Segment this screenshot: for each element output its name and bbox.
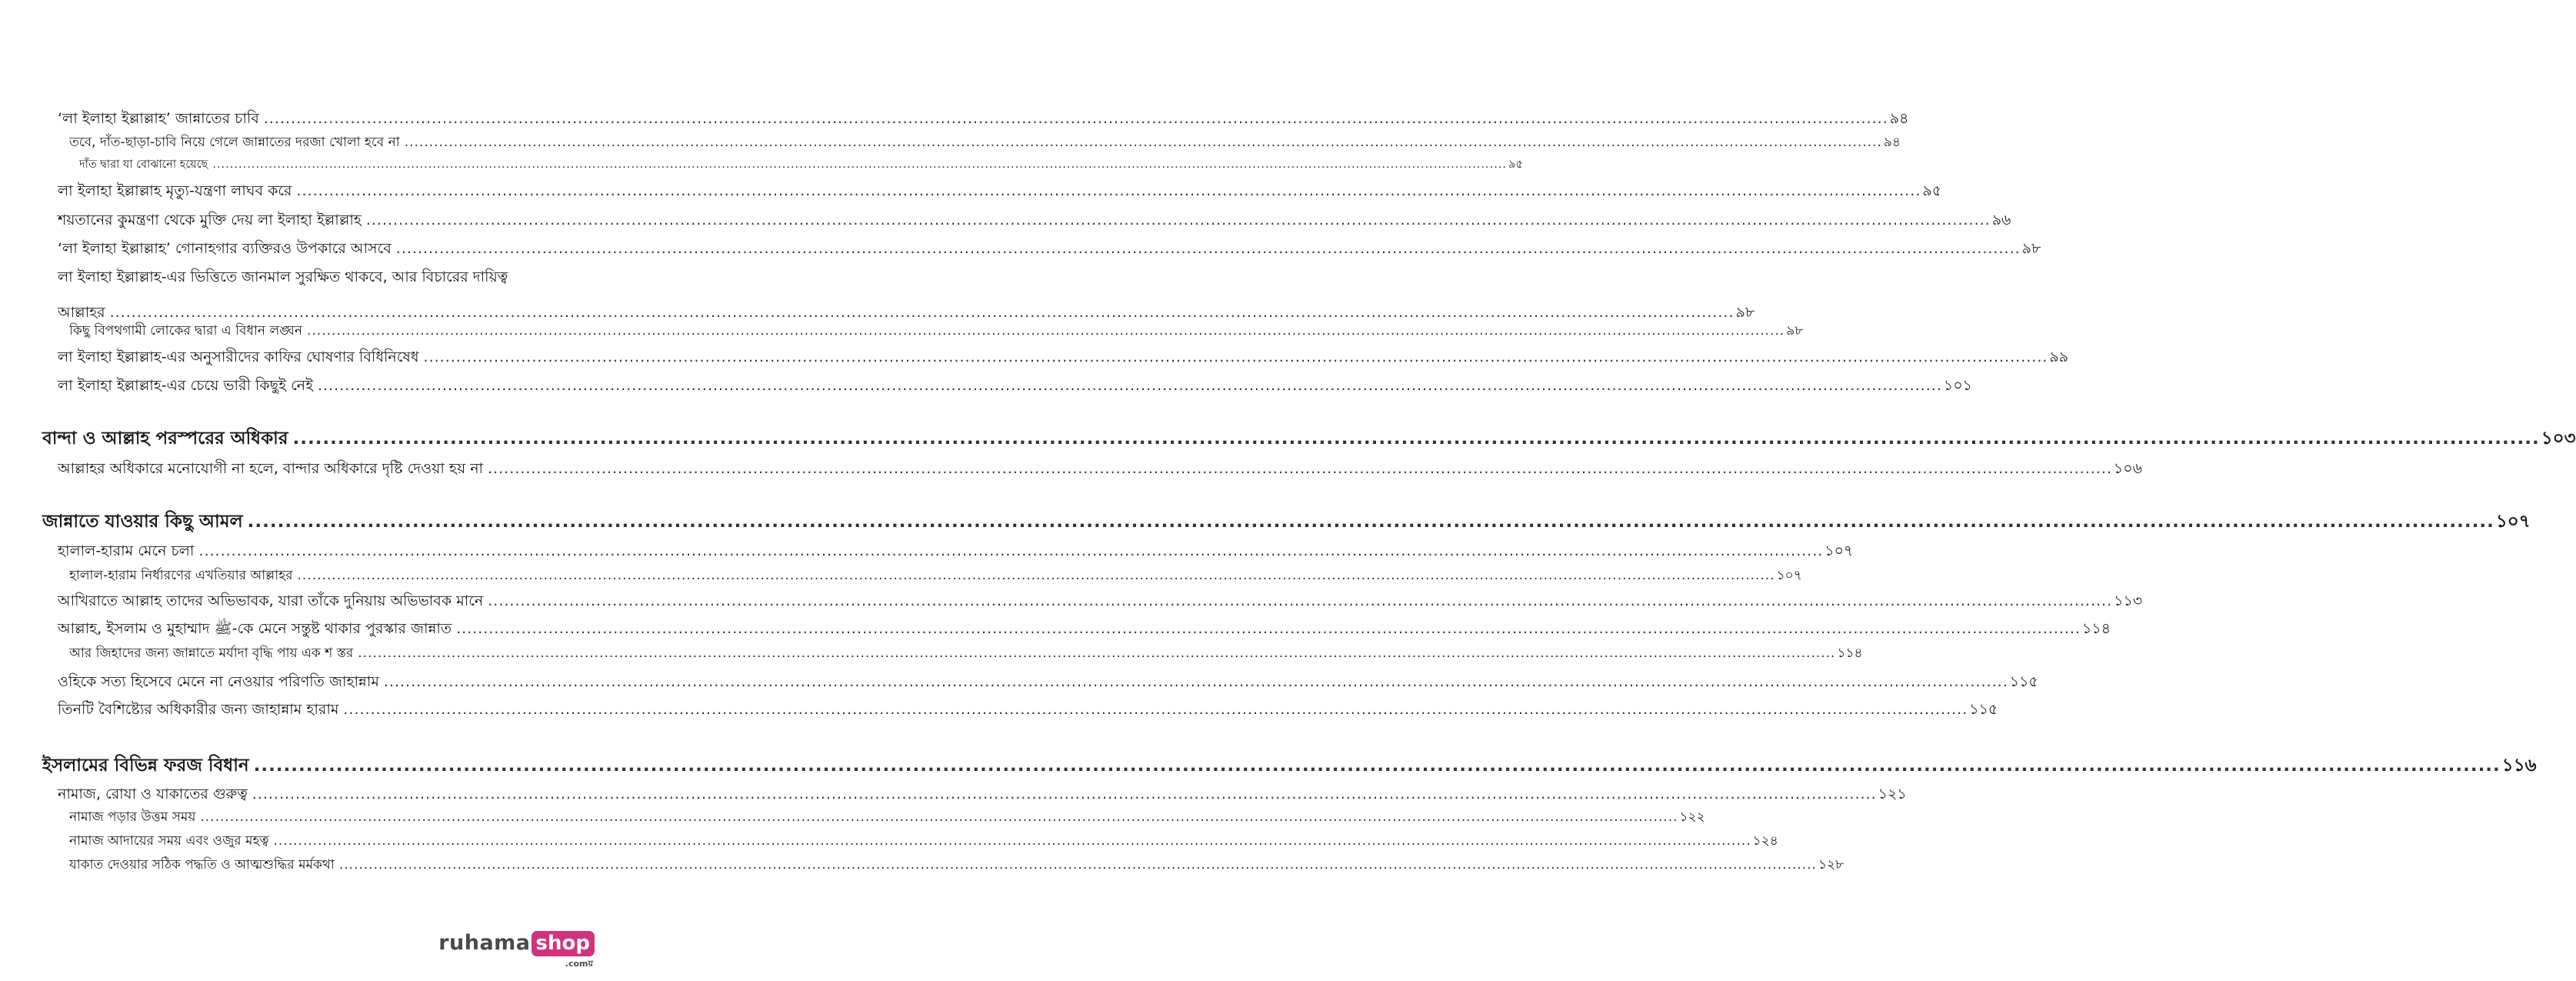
toc-entry-title: লা ইলাহা ইল্লাল্লাহ-এর অনুসারীদের কাফির ঘোষণার বিধিনিষেধ <box>58 349 419 365</box>
toc-entry-title: ওহিকে সত্য হিসেবে মেনে না নেওয়ার পরিণতি জাহান্নাম <box>58 673 379 690</box>
dot-leader: ............................................................................................................................................................................................................................................................................................................ <box>488 460 2112 477</box>
dot-leader: ............................................................................................................................................................................................................................................................................................................ <box>273 833 1751 849</box>
toc-entry <box>58 375 1972 399</box>
toc-entry <box>58 540 1854 565</box>
logo-shop-box <box>532 931 595 972</box>
dot-leader: ............................................................................................................................................................................................................................................................................................................ <box>338 857 1817 873</box>
dot-leader: ............................................................................................................................................................................................................................................................................................................ <box>488 592 2113 609</box>
dot-leader: ............................................................................................................................................................................................................................................................................................................ <box>292 429 2540 449</box>
toc-entry <box>58 783 1907 808</box>
logo-domain: .comয় <box>565 959 593 969</box>
toc-entry-title: দাঁত দ্বারা যা বোঝানো হয়েছে <box>79 158 208 171</box>
toc-entry <box>69 831 1778 853</box>
toc-entry-title: হালাল-হারাম মেনে চলা <box>58 542 195 559</box>
toc-page-number: ১১৬ <box>2501 756 2537 776</box>
dot-leader: ............................................................................................................................................................................................................................................................................................................ <box>343 701 1968 718</box>
dot-leader: ............................................................................................................................................................................................................................................................................................................ <box>318 377 1942 394</box>
toc-entry-title: আল্লাহর অধিকারে মনোযোগী না হলে, বান্দার অধিকারে দৃষ্টি দেওয়া হয় না <box>58 460 484 477</box>
toc-section-heading <box>42 424 2576 454</box>
toc-entry <box>58 618 2111 642</box>
dot-leader: ............................................................................................................................................................................................................................................................................................................ <box>200 809 1678 825</box>
toc-entry <box>58 590 2143 615</box>
toc-entry <box>69 855 1845 876</box>
toc-page-number: ৯৮ <box>1735 304 1755 321</box>
toc-entry <box>79 156 1523 175</box>
toc-page-number: ৯৯ <box>2049 349 2069 365</box>
dot-leader: ............................................................................................................................................................................................................................................................................................................ <box>365 212 1991 229</box>
toc-entry-title: যাকাত দেওয়ার সঠিক পদ্ধতি ও আত্মশুদ্ধির মর্মকথা <box>69 857 335 873</box>
dot-leader: ............................................................................................................................................................................................................................................................................................................ <box>109 304 1735 321</box>
logo-shop-badge: shop <box>532 931 595 956</box>
toc-entry-title: কিছু বিপথগামী লোকের দ্বারা এ বিধান লঙ্ঘন <box>69 323 303 339</box>
toc-entry <box>69 807 1705 829</box>
toc-entry-title: জান্নাতে যাওয়ার কিছু আমল <box>42 512 243 532</box>
logo-word: ruhama <box>438 931 531 955</box>
toc-page-number: ৯৪ <box>1883 135 1901 150</box>
toc-entry <box>58 458 2142 482</box>
toc-page-number: ৯৬ <box>1991 212 2011 229</box>
toc-page-number: ১২২ <box>1679 809 1705 825</box>
toc-page-number: ৯৫ <box>1508 158 1523 171</box>
dot-leader: ............................................................................................................................................................................................................................................................................................................ <box>307 323 1785 339</box>
toc-page-number: ১০৭ <box>1776 568 1802 583</box>
toc-page-number: ৯৫ <box>1922 182 1942 199</box>
toc-entry-title: নামাজ, রোযা ও যাকাতের গুরুত্ব <box>58 786 248 802</box>
toc-entry <box>58 266 1755 326</box>
toc-entry-title: ‘লা ইলাহা ইল্লাল্লাহ’ গোনাহগার ব্যক্তিরও উপকারে আসবে <box>58 240 392 257</box>
toc-section-heading <box>42 751 2537 781</box>
toc-page-number: ১২১ <box>1878 786 1907 802</box>
toc-entry <box>58 238 2041 262</box>
toc-entry-title: তিনটি বৈশিষ্ট্যের অধিকারীর জন্য জাহান্নাম হারাম <box>58 701 339 718</box>
toc-page-number: ১১৫ <box>1969 701 1998 718</box>
dot-leader: ............................................................................................................................................................................................................................................................................................................ <box>358 646 1836 661</box>
toc-entry-title: ‘লা ইলাহা ইল্লাল্লাহ’ জান্নাতের চাবি <box>58 110 259 127</box>
toc-page-number: ১০৬ <box>2113 460 2142 477</box>
dot-leader: ............................................................................................................................................................................................................................................................................................................ <box>252 786 1877 802</box>
toc-page-number: ১২৮ <box>1818 857 1845 873</box>
toc-entry <box>58 108 1909 132</box>
toc-page-number: ৯৮ <box>2021 240 2041 257</box>
dot-leader: ............................................................................................................................................................................................................................................................................................................ <box>247 512 2494 532</box>
dot-leader: ............................................................................................................................................................................................................................................................................................................ <box>198 542 1824 559</box>
toc-page-number: ১১৪ <box>2082 620 2111 637</box>
toc-entry-title: লা ইলাহা ইল্লাল্লাহ মৃত্যু-যন্ত্রণা লাঘব করে <box>58 182 292 199</box>
dot-leader: ............................................................................................................................................................................................................................................................................................................ <box>456 620 2081 637</box>
toc-page-number: ১১৪ <box>1837 646 1863 661</box>
toc-entry-title-continued: আল্লাহর <box>58 304 105 321</box>
ruhamashop-logo <box>438 931 595 972</box>
toc-page-number: ১০৭ <box>1825 542 1854 559</box>
toc-page-number: ৯৮ <box>1786 323 1804 339</box>
toc-entry-title: ইসলামের বিভিন্ন ফরজ বিধান <box>42 756 249 776</box>
toc-page-number: ১০৩ <box>2541 429 2576 449</box>
toc-entry <box>58 209 2011 234</box>
toc-page-number: ১০৭ <box>2495 512 2531 532</box>
toc-entry <box>58 180 1942 205</box>
toc-entry-title: লা ইলাহা ইল্লাল্লাহ-এর চেয়ে ভারী কিছুই নেই <box>58 377 314 394</box>
toc-entry-title: হালাল-হারাম নির্ধারণের এখতিয়ার আল্লাহর <box>69 568 293 583</box>
toc-page-number: ১২৪ <box>1752 833 1778 849</box>
toc-page-number: ৯৪ <box>1889 110 1909 127</box>
dot-leader: ............................................................................................................................................................................................................................................................................................................ <box>263 110 1888 127</box>
toc-entry <box>69 321 1804 342</box>
toc-entry <box>58 699 1998 723</box>
dot-leader: ............................................................................................................................................................................................................................................................................................................ <box>212 158 1508 171</box>
dot-leader: ............................................................................................................................................................................................................................................................................................................ <box>253 756 2501 776</box>
dot-leader: ............................................................................................................................................................................................................................................................................................................ <box>297 568 1775 583</box>
toc-entry-title: নামাজ আদায়ের সময় এবং ওজুর মহত্ব <box>69 833 269 849</box>
dot-leader: ............................................................................................................................................................................................................................................................................................................ <box>404 135 1882 150</box>
toc-entry <box>69 566 1802 587</box>
toc-entry-title: নামাজ পড়ার উত্তম সময় <box>69 809 196 825</box>
toc-entry <box>69 643 1863 665</box>
toc-entry-title: আর জিহাদের জন্য জান্নাতে মর্যাদা বৃদ্ধি পায় এক শ স্তর <box>69 646 354 661</box>
toc-entry-title: আখিরাতে আল্লাহ তাদের অভিভাবক, যারা তাঁকে দুনিয়ায় অভিভাবক মানে <box>58 592 484 609</box>
toc-page-number: ১১৩ <box>2114 592 2143 609</box>
dot-leader: ............................................................................................................................................................................................................................................................................................................ <box>395 240 2021 257</box>
dot-leader: ............................................................................................................................................................................................................................................................................................................ <box>383 673 2008 690</box>
toc-page-number: ১১৫ <box>2009 673 2038 690</box>
toc-entry-title: শয়তানের কুমন্ত্রণা থেকে মুক্তি দেয় লা ইলাহা ইল্লাল্লাহ <box>58 212 362 229</box>
toc-page-number: ১০১ <box>1943 377 1972 394</box>
toc-entry <box>58 346 2069 371</box>
dot-leader: ............................................................................................................................................................................................................................................................................................................ <box>296 182 1921 199</box>
toc-entry-title: লা ইলাহা ইল্লাল্লাহ-এর ভিত্তিতে জানমাল সুরক্ষিত থাকবে, আর বিচারের দায়িত্ব <box>58 269 508 285</box>
toc-section-heading <box>42 507 2531 537</box>
toc-entry <box>58 671 2038 696</box>
dot-leader: ............................................................................................................................................................................................................................................................................................................ <box>423 349 2048 365</box>
toc-entry-title: বান্দা ও আল্লাহ পরস্পরের অধিকার <box>42 429 288 449</box>
toc-entry-title: আল্লাহ, ইসলাম ও মুহাম্মাদ ﷺ-কে মেনে সন্তুষ্ট থাকার পুরস্কার জান্নাত <box>58 620 452 637</box>
toc-entry-title: তবে, দাঁত-ছাড়া-চাবি নিয়ে গেলে জান্নাতের দরজা খোলা হবে না <box>69 135 400 150</box>
toc-entry <box>69 132 1901 154</box>
